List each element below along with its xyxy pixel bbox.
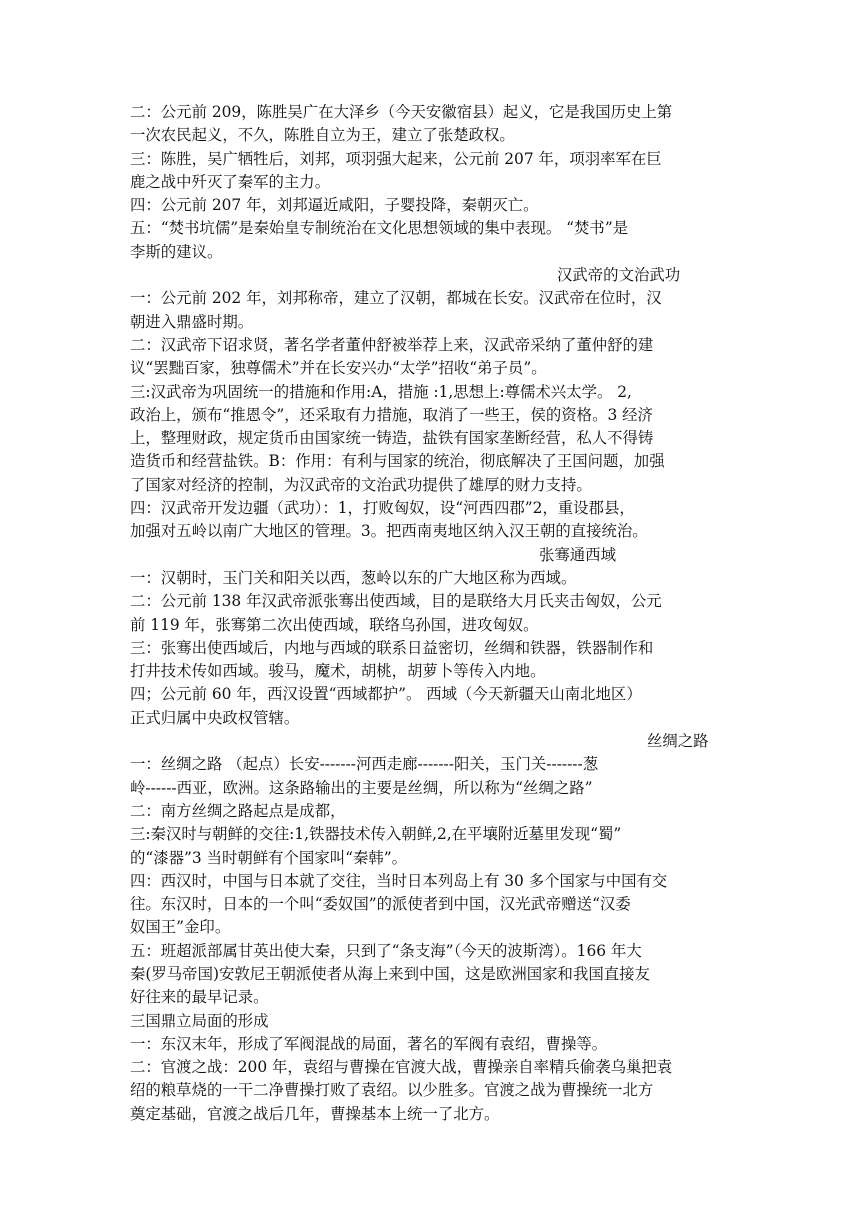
text-line: 四：汉武帝开发边疆（武功）：1，打败匈奴，设“河西四郡”2，重设郡县， bbox=[130, 499, 635, 518]
text-line: 一：东汉末年，形成了军阀混战的局面，著名的军阀有袁绍，曹操等。 bbox=[130, 1034, 608, 1053]
text-line: 二：南方丝绸之路起点是成都， bbox=[130, 801, 346, 820]
section-heading-silk-road: 丝绸之路 bbox=[647, 732, 709, 751]
text-line: 李斯的建议。 bbox=[130, 242, 223, 261]
text-line: 二：汉武帝下诏求贤，著名学者董仲舒被举荐上来，汉武帝采纳了董仲舒的建 bbox=[130, 335, 654, 354]
text-line: 朝进入鼎盛时期。 bbox=[130, 312, 254, 331]
text-line: 奴国王”金印。 bbox=[130, 918, 231, 937]
text-line: 一次农民起义，不久，陈胜自立为王，建立了张楚政权。 bbox=[130, 126, 515, 145]
text-line: 四：公元前 207 年，刘邦逼近咸阳，子婴投降，秦朝灭亡。 bbox=[130, 196, 539, 215]
text-line: 的“漆器”3 当时朝鲜有个国家叫“秦韩”。 bbox=[130, 848, 408, 867]
section-heading-zhang-qian: 张骞通西域 bbox=[539, 545, 616, 564]
text-line: 绍的粮草烧的一干二净曹操打败了袁绍。以少胜多。官渡之战为曹操统一北方 bbox=[130, 1081, 654, 1100]
text-line: 三:汉武帝为巩固统一的措施和作用:A，措施 :1,思想上:尊儒术兴太学。 2, bbox=[130, 382, 632, 401]
text-line: 二：公元前 138 年汉武帝派张骞出使西域，目的是联络大月氏夹击匈奴，公元 bbox=[130, 592, 662, 611]
text-line: 三:秦汉时与朝鲜的交往:1,铁器技术传入朝鲜,2,在平壤附近墓里发现“蜀” bbox=[130, 825, 622, 844]
text-line: 四：西汉时，中国与日本就了交往，当时日本列岛上有 30 多个国家与中国有交 bbox=[130, 871, 668, 890]
text-line: 秦(罗马帝国)安敦尼王朝派使者从海上来到中国，这是欧洲国家和我国直接友 bbox=[130, 964, 650, 983]
text-line: 造货币和经营盐铁。B：作用：有利与国家的统治，彻底解决了王国问题，加强 bbox=[130, 452, 665, 471]
section-heading-three-kingdoms: 三国鼎立局面的形成 bbox=[130, 1011, 269, 1030]
section-heading-han-wudi: 汉武帝的文治武功 bbox=[557, 266, 681, 285]
text-line: 五：“焚书坑儒”是秦始皇专制统治在文化思想领域的集中表现。 “焚书”是 bbox=[130, 219, 629, 238]
document-page bbox=[130, 101, 732, 1126]
text-line: 加强对五岭以南广大地区的管理。3。把西南夷地区纳入汉王朝的直接统治。 bbox=[130, 522, 648, 541]
text-line: 正式归属中央政权管辖。 bbox=[130, 708, 300, 727]
text-line: 二：官渡之战：200 年，袁绍与曹操在官渡大战，曹操亲自率精兵偷袭乌巢把袁 bbox=[130, 1058, 673, 1077]
text-line: 一：丝绸之路 （起点）长安-------河西走廊-------阳关，玉门关-------葱 bbox=[130, 755, 599, 774]
text-line: 了国家对经济的控制，为汉武帝的文治武功提供了雄厚的财力支持。 bbox=[130, 475, 592, 494]
text-line: 好往来的最早记录。 bbox=[130, 988, 269, 1007]
text-line: 五：班超派部属甘英出使大秦，只到了“条支海”（今天的波斯湾）。166 年大 bbox=[130, 941, 642, 960]
text-line: 三：陈胜，吴广牺牲后，刘邦，项羽强大起来，公元前 207 年，项羽率军在巨 bbox=[130, 149, 662, 168]
text-line: 二：公元前 209，陈胜吴广在大泽乡（今天安徽宿县）起义，它是我国历史上第 bbox=[130, 103, 673, 121]
text-line: 岭------西亚，欧洲。这条路输出的主要是丝绸，所以称为“丝绸之路” bbox=[130, 778, 593, 797]
text-line: 前 119 年，张骞第二次出使西域，联络乌孙国，进攻匈奴。 bbox=[130, 615, 539, 634]
text-line: 政治上，颁布“推恩令”，还采取有力措施，取消了一些王，侯的资格。3 经济 bbox=[130, 405, 653, 424]
text-line: 四；公元前 60 年，西汉设置“西域都护”。 西域（今天新疆天山南北地区） bbox=[130, 685, 642, 704]
text-line: 往。东汉时，日本的一个叫“委奴国”的派使者到中国，汉光武帝赠送“汉委 bbox=[130, 895, 631, 914]
text-line: 一：汉朝时，玉门关和阳关以西，葱岭以东的广大地区称为西域。 bbox=[130, 568, 577, 587]
text-line: 一：公元前 202 年，刘邦称帝，建立了汉朝，都城在长安。汉武帝在位时，汉 bbox=[130, 289, 662, 308]
text-line: 打井技术传如西域。骏马，魔术，胡桃，胡萝卜等传入内地。 bbox=[130, 662, 546, 681]
text-line: 议“罢黜百家，独尊儒术”并在长安兴办“太学”招收“弟子员”。 bbox=[130, 359, 547, 378]
text-line: 上，整理财政，规定货币由国家统一铸造，盐铁有国家垄断经营，私人不得铸 bbox=[130, 429, 654, 448]
text-line: 奠定基础，官渡之战后几年，曹操基本上统一了北方。 bbox=[130, 1104, 500, 1123]
text-line: 三：张骞出使西域后，内地与西域的联系日益密切，丝绸和铁器，铁器制作和 bbox=[130, 638, 654, 657]
text-line: 鹿之战中歼灭了秦军的主力。 bbox=[130, 172, 331, 191]
